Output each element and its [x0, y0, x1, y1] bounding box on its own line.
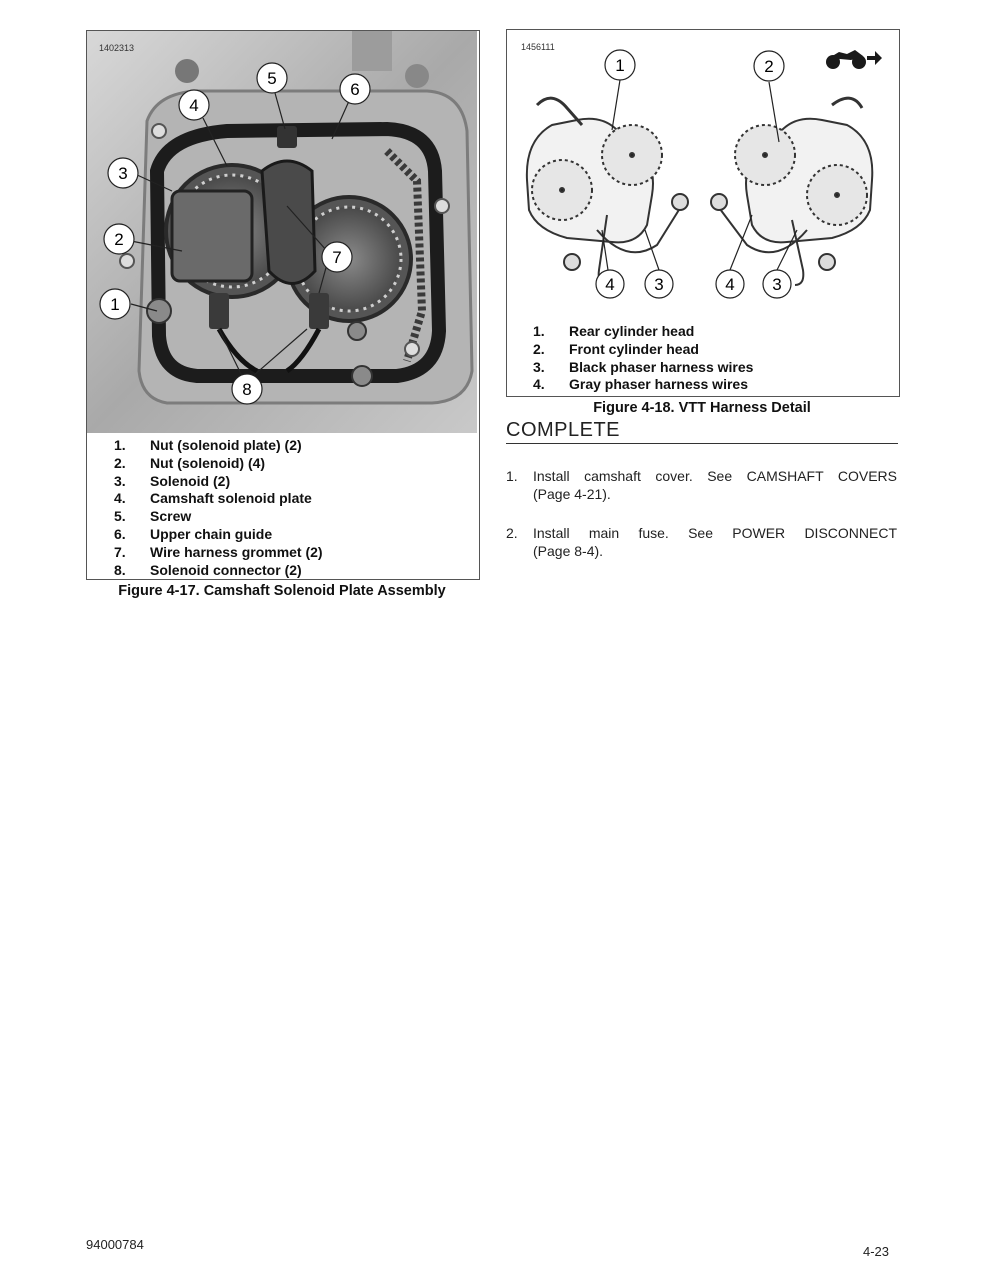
callout-layer	[507, 30, 897, 320]
callout-3	[108, 158, 138, 188]
callout-2	[104, 224, 134, 254]
figure-caption: Figure 4-18. VTT Harness Detail	[593, 400, 811, 416]
legend-item: 8. Solenoid connector (2)	[114, 561, 302, 578]
callout-5	[257, 63, 287, 93]
section-heading: COMPLETE	[506, 419, 898, 444]
svg-text:4: 4	[725, 275, 735, 294]
legend-item: 2. Nut (solenoid) (4)	[114, 454, 266, 471]
svg-text:1: 1	[615, 56, 625, 75]
legend-item: 1. Nut (solenoid plate) (2)	[114, 437, 302, 453]
callout-3	[763, 270, 791, 298]
callout-layer	[87, 31, 477, 433]
step-text-continued: (Page 8-4).	[533, 543, 604, 559]
figure-caption: Figure 4-17. Camshaft Solenoid Plate Assembly	[118, 583, 446, 599]
svg-text:4: 4	[189, 96, 199, 115]
step-number: 1.	[506, 468, 518, 484]
image-id-label: 1456111	[521, 42, 555, 52]
legend-item: 3. Black phaser harness wires	[533, 358, 754, 375]
legend-item: 2. Front cylinder head	[533, 340, 699, 357]
legend-item: 4. Camshaft solenoid plate	[114, 490, 312, 507]
svg-text:5: 5	[267, 69, 277, 88]
callout-8	[232, 374, 262, 404]
svg-text:7: 7	[332, 248, 342, 267]
callout-7	[322, 242, 352, 272]
legend-item: 6. Upper chain guide	[114, 525, 273, 542]
svg-text:3: 3	[654, 275, 664, 294]
svg-text:2: 2	[114, 230, 124, 249]
legend-item: 1. Rear cylinder head	[533, 323, 695, 339]
document-number: 94000784	[86, 1237, 144, 1252]
step-text: Install camshaft cover. See CAMSHAFT COVERS	[533, 468, 897, 484]
figure-legend	[114, 437, 323, 579]
svg-text:1: 1	[110, 295, 120, 314]
callout-2	[754, 51, 784, 81]
step-number: 2.	[506, 525, 518, 541]
legend-item: 5. Screw	[114, 508, 192, 525]
step-item	[506, 467, 897, 503]
figure-legend	[533, 323, 753, 394]
callout-6	[340, 74, 370, 104]
step-text-continued: (Page 4-21).	[533, 486, 611, 502]
legend-item: 3. Solenoid (2)	[114, 472, 231, 489]
figure-4-18	[506, 29, 900, 397]
step-text: Install main fuse. See POWER DISCONNECT	[533, 525, 897, 541]
page-number: 4-23	[863, 1244, 890, 1259]
legend-item: 4. Gray phaser harness wires	[533, 376, 748, 393]
svg-text:3: 3	[118, 164, 128, 183]
legend-item: 7. Wire harness grommet (2)	[114, 543, 323, 560]
callout-3	[645, 270, 673, 298]
callout-4	[716, 270, 744, 298]
callout-1	[605, 50, 635, 80]
image-id-label: 1402313	[99, 43, 135, 53]
step-item	[506, 524, 897, 560]
figure-4-17	[86, 30, 480, 580]
callout-4	[596, 270, 624, 298]
svg-text:4: 4	[605, 275, 615, 294]
svg-text:6: 6	[350, 80, 360, 99]
svg-text:2: 2	[764, 57, 774, 76]
svg-text:3: 3	[772, 275, 782, 294]
callout-4	[179, 90, 209, 120]
svg-text:8: 8	[242, 380, 252, 399]
callout-1	[100, 289, 130, 319]
